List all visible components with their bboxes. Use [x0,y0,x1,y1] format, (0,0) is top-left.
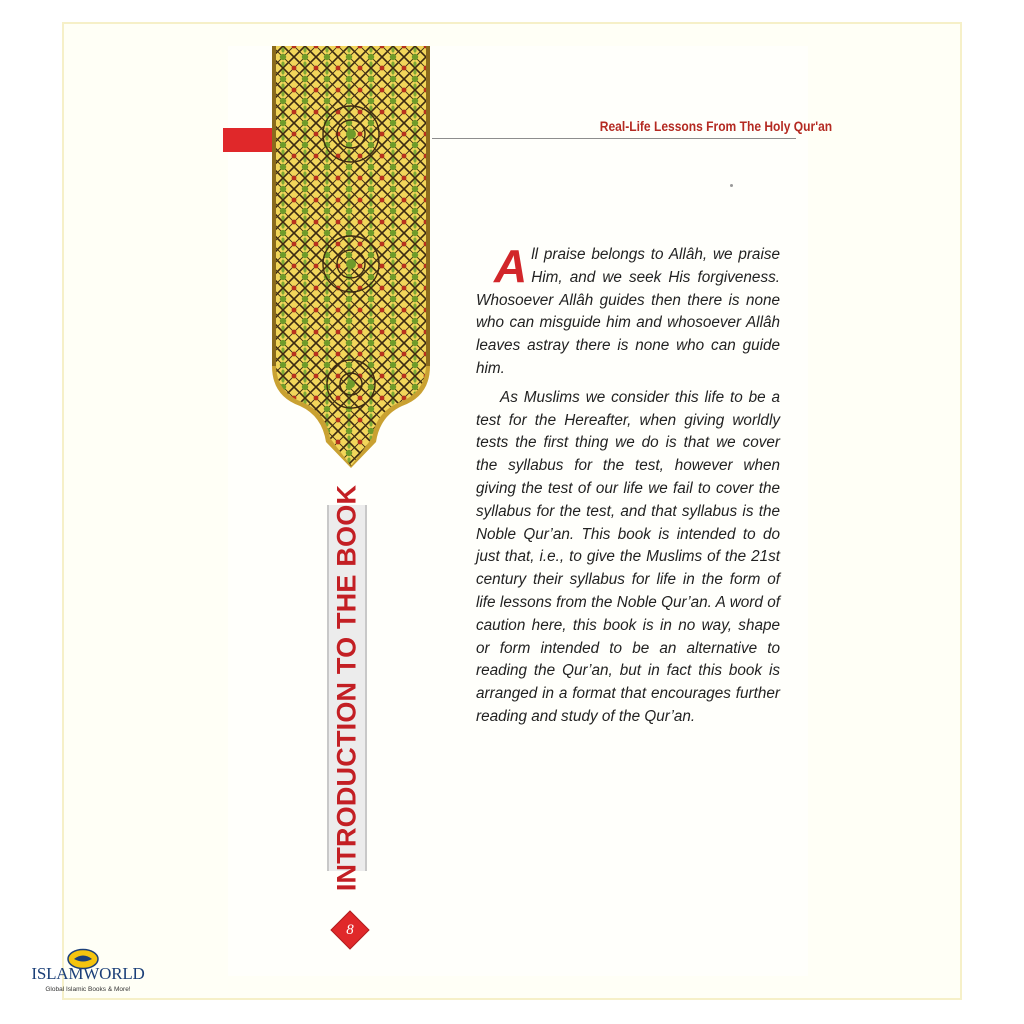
drop-cap: A [494,240,528,292]
paragraph-1 [476,240,780,381]
arabesque-ornament-icon [272,46,430,468]
islamworld-logo [28,948,148,998]
logo-tagline: Global Islamic Books & More! [45,986,131,993]
paragraph-1-text: ll praise belongs to Allâh, we praise Him, and we seek His forgiveness. Whosoever Allâh guides then there is none who can misguide him and whosoever Allâh leaves astray there is none who can guide him. [476,246,780,377]
running-header-title: Real-Life Lessons From The Holy Qur'an [599,118,833,134]
paragraph-2: As Muslims we consider this life to be a test for the Hereafter, when giving worldly tests the first thing we do is that we cover the syllabus for the test, however when giving the test of our life we fail to cover the syllabus for the test, and that syllabus is the Noble Qur’an. This book is intended to do just that, i.e., to give the Muslims of the 21st century their syllabus for life in the form of life lessons from the Noble Qur’an. A word of caution here, this book is in no way, shape or form intended to be an alternative to reading the Qur’an, but in fact this book is arranged in a format that encourages further reading and study of the Qur’an. [476,388,780,725]
chapter-spine-banner [327,484,367,892]
page-number: 8 [346,922,354,938]
logo-name: ISLAMWORLD [31,964,145,983]
red-tab-marker [223,128,275,152]
body-text [476,240,780,729]
stray-dot [730,184,733,187]
chapter-title: INTRODUCTION TO THE BOOK [331,484,362,892]
header-rule [432,138,796,139]
